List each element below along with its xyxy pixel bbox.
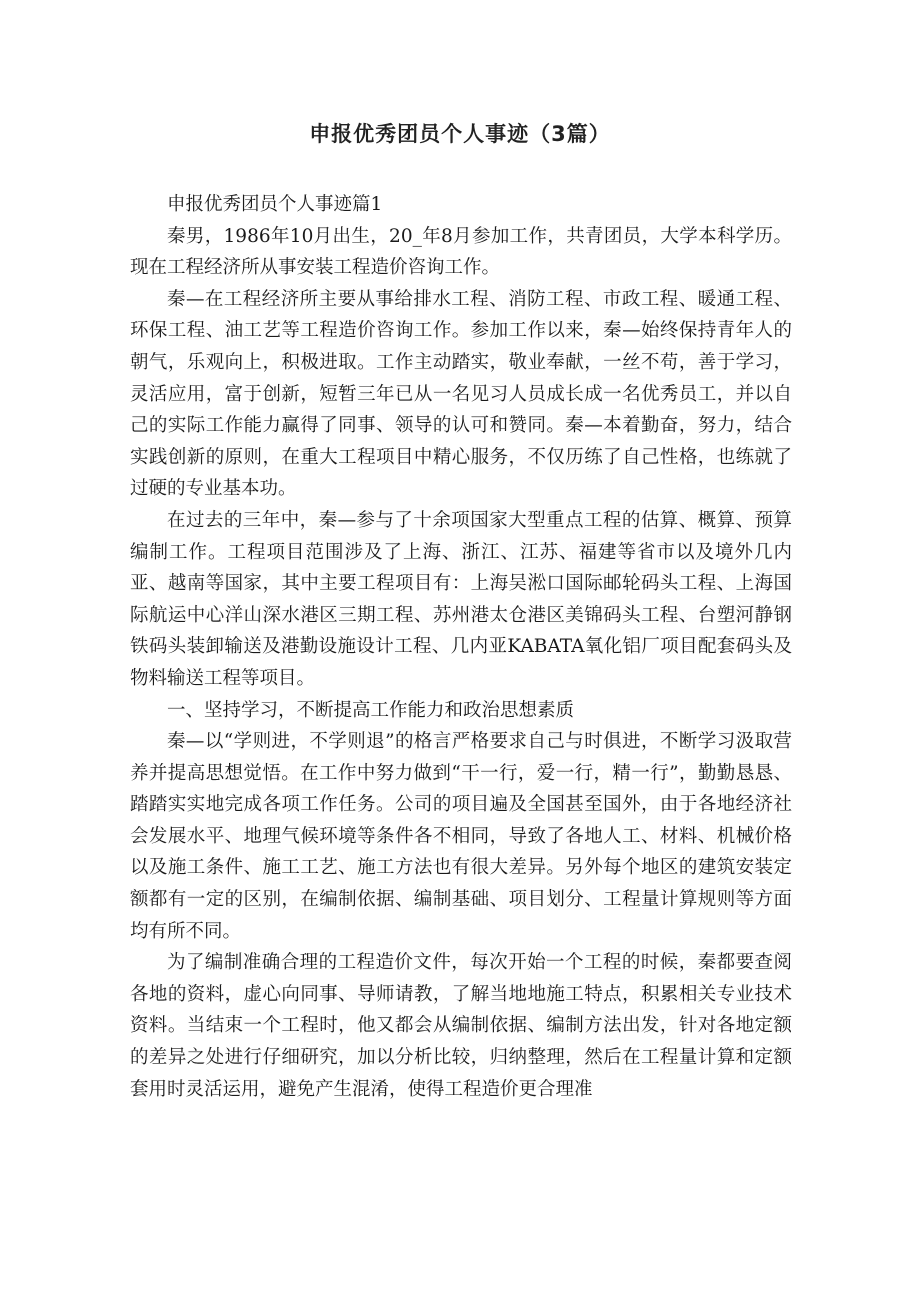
paragraph: 在过去的三年中，秦—参与了十余项国家大型重点工程的估算、概算、预算编制工作。工程项目范围涉及了上海、浙江、江苏、福建等省市以及境外几内亚、越南等国家，其中主要工程项目有：上海吴淞口国际邮轮码头工程、上海国际航运中心洋山深水港区三期工程、苏州港太仓港区美锦码头工程、台塑河静钢铁码头装卸输送及港勤设施设计工程、几内亚KABATA氧化铝厂项目配套码头及物料输送工程等项目。 [130,509,792,689]
document-title: 申报优秀团员个人事迹（3篇） [309,122,611,146]
subsection-heading: 一、坚持学习，不断提高工作能力和政治思想素质 [167,699,575,721]
paragraph: 秦—以“学则进，不学则退”的格言严格要求自己与时俱进，不断学习汲取营养并提高思想觉悟。在工作中努力做到“干一行，爱一行，精一行”，勤勤恳恳、踏踏实实地完成各项工作任务。公司的项目遍及全国甚至国外，由于各地经济社会发展水平、地理气候环境等条件各不相同，导致了各地人工、材料、机械价格以及施工条件、施工工艺、施工方法也有很大差异。另外每个地区的建筑安装定额都有一定的区别，在编制依据、编制基础、项目划分、工程量计算规则等方面均有所不同。 [130,731,792,942]
paragraph: 为了编制准确合理的工程造价文件，每次开始一个工程的时候，秦都要查阅各地的资料，虚心向同事、导师请教，了解当地地施工特点，积累相关专业技术资料。当结束一个工程时，他又都会从编制依据、编制方法出发，针对各地定额的差异之处进行仔细研究，加以分析比较，归纳整理，然后在工程量计算和定额套用时灵活运用，避免产生混淆，使得工程造价更合理准 [130,952,792,1100]
paragraph: 秦—在工程经济所主要从事给排水工程、消防工程、市政工程、暖通工程、环保工程、油工艺等工程造价咨询工作。参加工作以来，秦—始终保持青年人的朝气，乐观向上，积极进取。工作主动踏实，敬业奉献，一丝不苟，善于学习，灵活应用，富于创新，短暂三年已从一名见习人员成长成一名优秀员工，并以自己的实际工作能力赢得了同事、领导的认可和赞同。秦—本着勤奋，努力，结合实践创新的原则，在重大工程项目中精心服务，不仅历练了自己性格，也练就了过硬的专业基本功。 [130,288,792,500]
section-heading: 申报优秀团员个人事迹篇1 [167,194,383,215]
document-body [130,189,792,1105]
paragraph: 秦男，1986年10月出生，20_年8月参加工作，共青团员，大学本科学历。现在工程经济所从事安装工程造价咨询工作。 [130,225,792,279]
